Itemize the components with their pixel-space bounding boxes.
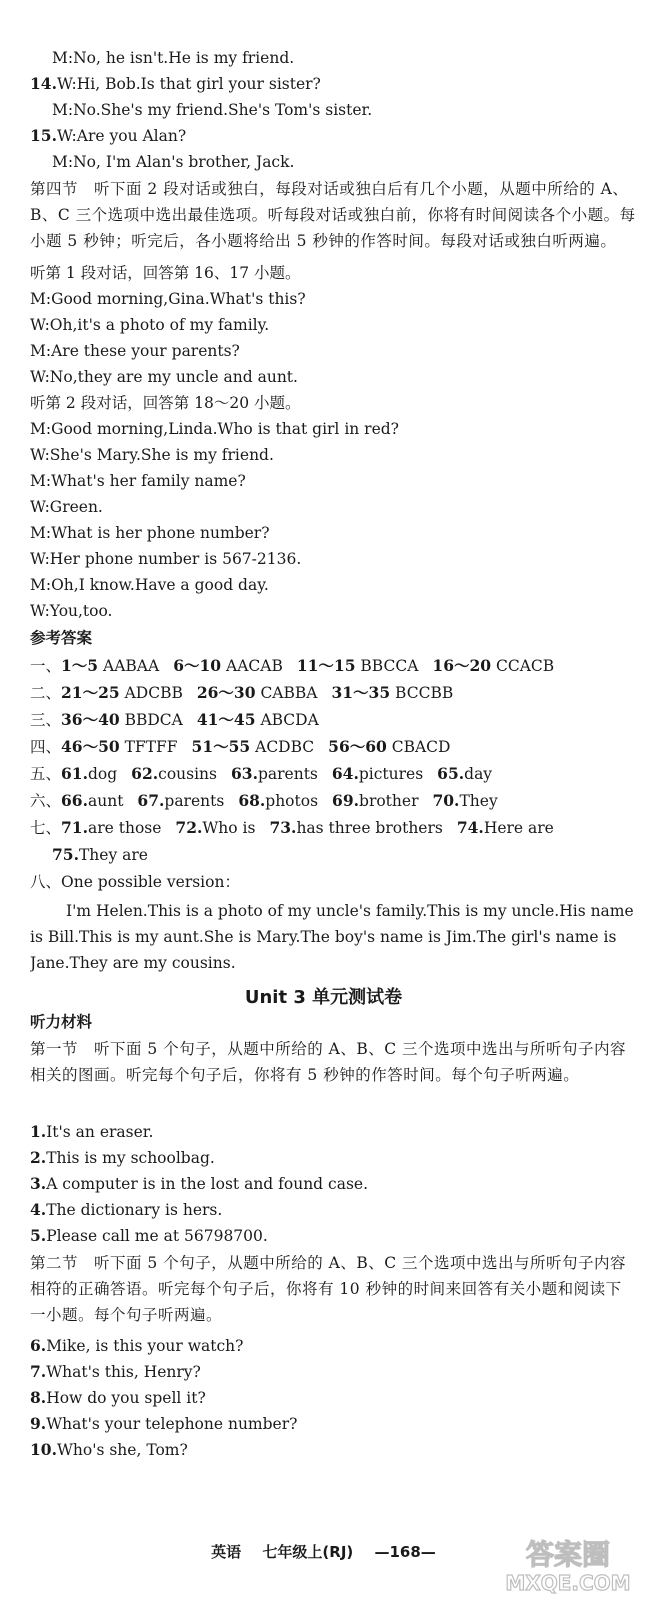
- footer-grade: 七年级上(RJ): [262, 1543, 354, 1561]
- page-number: —168—: [374, 1543, 436, 1561]
- dialog-line: M:Oh,I know.Have a good day.: [30, 576, 269, 594]
- watermark-logo: [493, 1534, 643, 1596]
- answers-heading: 参考答案: [30, 629, 93, 647]
- transcript-line: 15.W:Are you Alan?: [30, 126, 187, 145]
- model-essay: I'm Helen.This is a photo of my uncle's family.This is my uncle.His name is Bill.This is my aunt.She is Mary.The boy's name is Jim.The girl's name is Jane.They are my cousins.: [30, 902, 634, 972]
- transcript-line: 14.W:Hi, Bob.Is that girl your sister?: [30, 74, 321, 93]
- transcript-line: M:No, he isn't.He is my friend.: [52, 49, 295, 67]
- footer-subject: 英语: [211, 1543, 242, 1561]
- dialog2-intro: 听第 2 段对话，回答第 18～20 小题。: [30, 394, 301, 412]
- dialog-line: M:Good morning,Gina.What's this?: [30, 290, 306, 308]
- answer-row: 八、One possible version：: [30, 873, 240, 891]
- section2-instructions: 第二节 听下面 5 个句子，从题中所给的 A、B、C 三个选项中选出与所听句子内容相符的正确答语。听完每个句子后，你将有 10 秒钟的时间来回答有关小题和阅读下一小题。每个句子听两遍。: [30, 1254, 627, 1324]
- answer-row: 四、46～50 TFTFF 51～55 ACDBC 56～60 CBACD: [30, 737, 451, 756]
- sentence-item: 2.This is my schoolbag.: [30, 1148, 215, 1167]
- section4-instructions: 第四节 听下面 2 段对话或独白，每段对话或独白后有几个小题，从题中所给的 A、B、C 三个选项中选出最佳选项。听每段对话或独白前，你将有时间阅读各个小题。每小题 5 秒钟；听完后，各小题将给出 5 秒钟的作答时间。每段对话或独白听两遍。: [30, 180, 636, 250]
- sentence-item: 3.A computer is in the lost and found case.: [30, 1174, 369, 1193]
- sentence-item: 6.Mike, is this your watch?: [30, 1336, 244, 1355]
- answer-row: 五、61.dog 62.cousins 63.parents 64.pictures 65.day: [30, 764, 493, 783]
- answer-row: 六、66.aunt 67.parents 68.photos 69.brother 70.They: [30, 791, 498, 810]
- dialog-line: W:No,they are my uncle and aunt.: [30, 368, 298, 386]
- sentence-item: 5.Please call me at 56798700.: [30, 1226, 268, 1245]
- dialog-line: W:She's Mary.She is my friend.: [30, 446, 274, 464]
- answer-row: 75.They are: [52, 845, 148, 864]
- answer-row: 三、36～40 BBDCA 41～45 ABCDA: [30, 710, 319, 729]
- answer-row: 二、21～25 ADCBB 26～30 CABBA 31～35 BCCBB: [30, 683, 454, 702]
- sentence-item: 7.What's this, Henry?: [30, 1362, 201, 1381]
- answer-row: 七、71.are those 72.Who is 73.has three brothers 74.Here are: [30, 818, 554, 837]
- dialog1-intro: 听第 1 段对话，回答第 16、17 小题。: [30, 264, 301, 282]
- dialog-line: W:You,too.: [30, 602, 113, 620]
- transcript-line: M:No.She's my friend.She's Tom's sister.: [52, 101, 373, 119]
- sentence-item: 8.How do you spell it?: [30, 1388, 206, 1407]
- sentence-item: 1.It's an eraser.: [30, 1122, 154, 1141]
- dialog-line: W:Oh,it's a photo of my family.: [30, 316, 270, 334]
- dialog-line: M:What's her family name?: [30, 472, 246, 490]
- sentence-item: 4.The dictionary is hers.: [30, 1200, 223, 1219]
- transcript-line: M:No, I'm Alan's brother, Jack.: [52, 153, 295, 171]
- sentence-item: 10.Who's she, Tom?: [30, 1440, 188, 1459]
- section1-instructions: 第一节 听下面 5 个句子，从题中所给的 A、B、C 三个选项中选出与所听句子内容相关的图画。听完每个句子后，你将有 5 秒钟的作答时间。每个句子听两遍。: [30, 1040, 627, 1084]
- dialog-line: W:Green.: [30, 498, 103, 516]
- dialog-line: W:Her phone number is 567-2136.: [30, 550, 302, 568]
- sentence-item: 9.What's your telephone number?: [30, 1414, 298, 1433]
- dialog-line: M:Good morning,Linda.Who is that girl in red?: [30, 420, 399, 438]
- dialog-line: M:What is her phone number?: [30, 524, 270, 542]
- watermark-url: MXQE.COM: [505, 1571, 631, 1595]
- watermark-text: 答案圈: [525, 1538, 611, 1571]
- dialog-line: M:Are these your parents?: [30, 342, 240, 360]
- listening-heading: 听力材料: [30, 1013, 93, 1031]
- unit-title: Unit 3 单元测试卷: [244, 987, 403, 1008]
- answer-row: 一、1～5 AABAA 6～10 AACAB 11～15 BBCCA 16～20 CCACB: [30, 656, 555, 675]
